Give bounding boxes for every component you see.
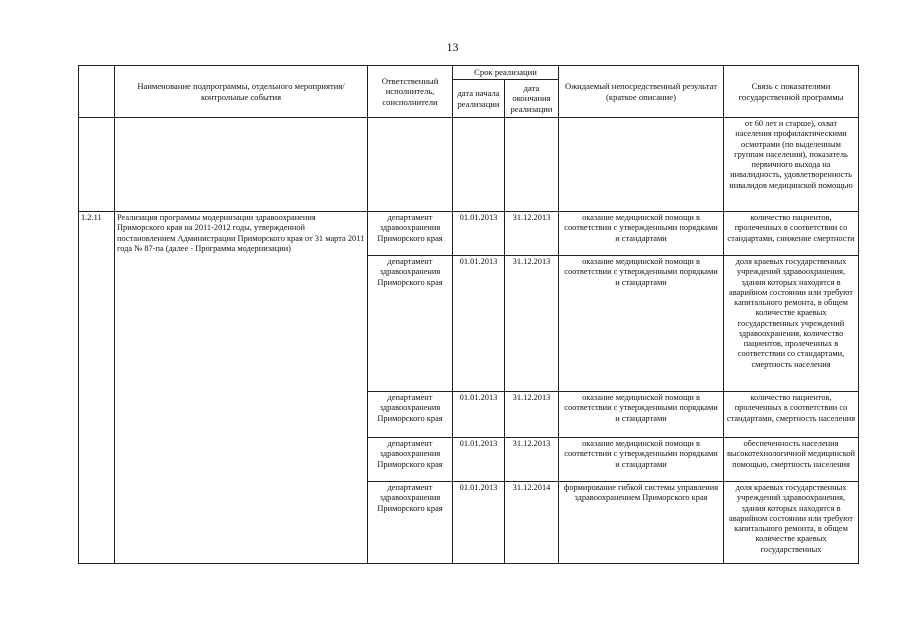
header-end: дата окончания реализации bbox=[505, 80, 559, 118]
item-name: Реализация программы модернизации здравоохранения Приморского края на 2011-2012 годы, утвержденной постановлением Администрации Приморского края от 31 марта 2011 года № 87-па (далее - Программа модернизации) bbox=[115, 212, 368, 564]
header-start: дата начала реализации bbox=[453, 80, 505, 118]
row-end: 31.12.2014 bbox=[505, 482, 559, 564]
header-number bbox=[79, 66, 115, 118]
continuation-executor-cell bbox=[368, 118, 453, 212]
row-start: 01.01.2013 bbox=[453, 212, 505, 256]
row-result: оказание медицинской помощи в соответствии с утвержденными порядками и стандартами bbox=[559, 438, 724, 482]
row-link: обеспеченность населения высокотехнологичной медицинской помощью, смертность населения bbox=[724, 438, 859, 482]
header-result: Ожидаемый непосредственный результат (краткое описание) bbox=[559, 66, 724, 118]
item-number: 1.2.11 bbox=[79, 212, 115, 564]
continuation-number-cell bbox=[79, 118, 115, 212]
row-result: формирование гибкой системы управления здравоохранением Приморского края bbox=[559, 482, 724, 564]
row-start: 01.01.2013 bbox=[453, 482, 505, 564]
continuation-end-cell bbox=[505, 118, 559, 212]
row-link: количество пациентов, пролеченных в соответствии со стандартами, смертность населения bbox=[724, 392, 859, 438]
header-link: Связь с показателями государственной программы bbox=[724, 66, 859, 118]
page-number: 13 bbox=[446, 40, 459, 54]
header-executor: Ответственный исполнитель, соисполнители bbox=[368, 66, 453, 118]
header-row-top bbox=[79, 66, 859, 80]
row-executor: департамент здравоохранения Приморского края bbox=[368, 438, 453, 482]
header-period: Срок реализации bbox=[453, 66, 559, 80]
row-link: доля краевых государственных учреждений здравоохранения, здания которых находятся в аварийном состоянии или требуют капитального ремонта, в общем количестве краевых государственных учреждений здравоохранения, количество пациентов, пролеченных в соответствии со стандартами, смертность населения bbox=[724, 256, 859, 392]
continuation-link-cell: от 60 лет и старше), охват населения профилактическими осмотрами (по выделенным группам населения), показатель первичного выхода на инвалидность, удовлетворенность инвалидов медицинской помощью bbox=[724, 118, 859, 212]
row-end: 31.12.2013 bbox=[505, 256, 559, 392]
table-row bbox=[79, 212, 859, 256]
row-executor: департамент здравоохранения Приморского края bbox=[368, 482, 453, 564]
continuation-start-cell bbox=[453, 118, 505, 212]
row-result: оказание медицинской помощи в соответствии с утвержденными порядками и стандартами bbox=[559, 392, 724, 438]
row-start: 01.01.2013 bbox=[453, 256, 505, 392]
row-executor: департамент здравоохранения Приморского края bbox=[368, 212, 453, 256]
row-end: 31.12.2013 bbox=[505, 438, 559, 482]
row-result: оказание медицинской помощи в соответствии с утвержденными порядками и стандартами bbox=[559, 256, 724, 392]
continuation-row bbox=[79, 118, 859, 212]
row-link: доля краевых государственных учреждений здравоохранения, здания которых находятся в аварийном состоянии или требуют капитального ремонта, в общем количестве краевых государственных bbox=[724, 482, 859, 564]
continuation-result-cell bbox=[559, 118, 724, 212]
row-end: 31.12.2013 bbox=[505, 392, 559, 438]
header-name: Наименование подпрограммы, отдельного мероприятия/контрольные события bbox=[115, 66, 368, 118]
row-executor: департамент здравоохранения Приморского края bbox=[368, 256, 453, 392]
continuation-name-cell bbox=[115, 118, 368, 212]
row-end: 31.12.2013 bbox=[505, 212, 559, 256]
row-result: оказание медицинской помощи в соответствии с утвержденными порядками и стандартами bbox=[559, 212, 724, 256]
row-start: 01.01.2013 bbox=[453, 438, 505, 482]
row-start: 01.01.2013 bbox=[453, 392, 505, 438]
row-link: количество пациентов, пролеченных в соответствии со стандартами, снижение смертности bbox=[724, 212, 859, 256]
row-executor: департамент здравоохранения Приморского края bbox=[368, 392, 453, 438]
program-table bbox=[78, 65, 859, 564]
